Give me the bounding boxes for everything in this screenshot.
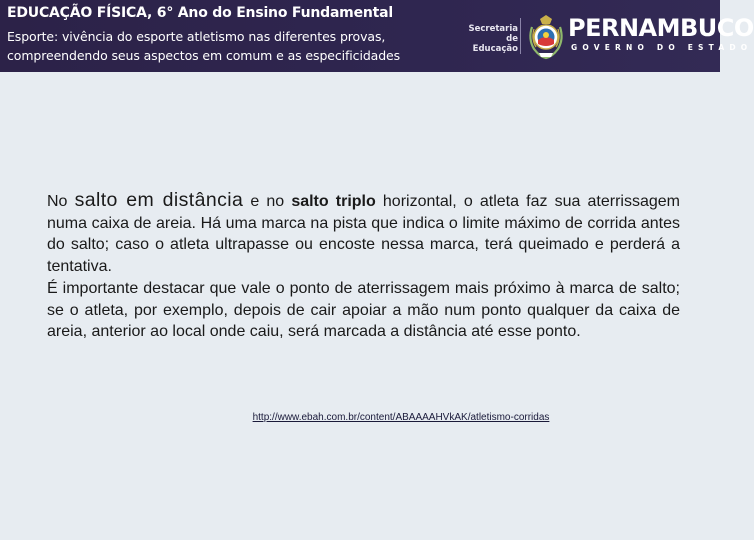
term-salto-triplo: salto triplo [291, 193, 376, 210]
secretaria-label [454, 24, 518, 54]
body-text [47, 190, 680, 343]
slide-title: EDUCAÇÃO FÍSICA, 6° Ano do Ensino Fundamental [7, 5, 393, 21]
term-salto-em-distancia: salto em distância [74, 189, 244, 211]
paragraph-2: É importante destacar que vale o ponto de aterrissagem mais próximo à marca de salto; se o atleta, por exemplo, depois de cair apoiar a mão num ponto qualquer da caixa de areia, anterior ao local onde caiu, será marcada a distância até esse ponto. [47, 279, 680, 341]
pernambuco-coat-of-arms-icon [526, 13, 566, 61]
source-link-container [0, 407, 720, 425]
slide-subtitle [7, 27, 427, 65]
paragraph-1-rest: horizontal, o atleta faz sua aterrissagem numa caixa de areia. Há uma marca na pista que indica o limite máximo de corrida antes do salto; caso o atleta ultrapasse ou encoste nessa marca, terá queimado e perderá a tentativa. [47, 193, 681, 276]
brand-subtitle: GOVERNO DO ESTADO [571, 43, 753, 52]
slide-header [0, 0, 754, 72]
brand-name: PERNAMBUCO [568, 14, 754, 42]
secretaria-line-2: Educação [472, 44, 518, 54]
subtitle-line-1: Esporte: vivência do esporte atletismo nas diferentes provas, [7, 29, 386, 44]
header-divider [520, 18, 521, 54]
paragraph-1-lead: No [47, 193, 75, 210]
paragraph-1 [47, 190, 680, 278]
source-link[interactable]: http://www.ebah.com.br/content/ABAAAAHVkAK/atletismo-corridas [252, 412, 550, 423]
paragraph-1-mid: e no [243, 193, 292, 210]
subtitle-line-2: compreendendo seus aspectos em comum e as especificidades [7, 48, 401, 63]
secretaria-line-1: Secretaria de [468, 24, 518, 44]
